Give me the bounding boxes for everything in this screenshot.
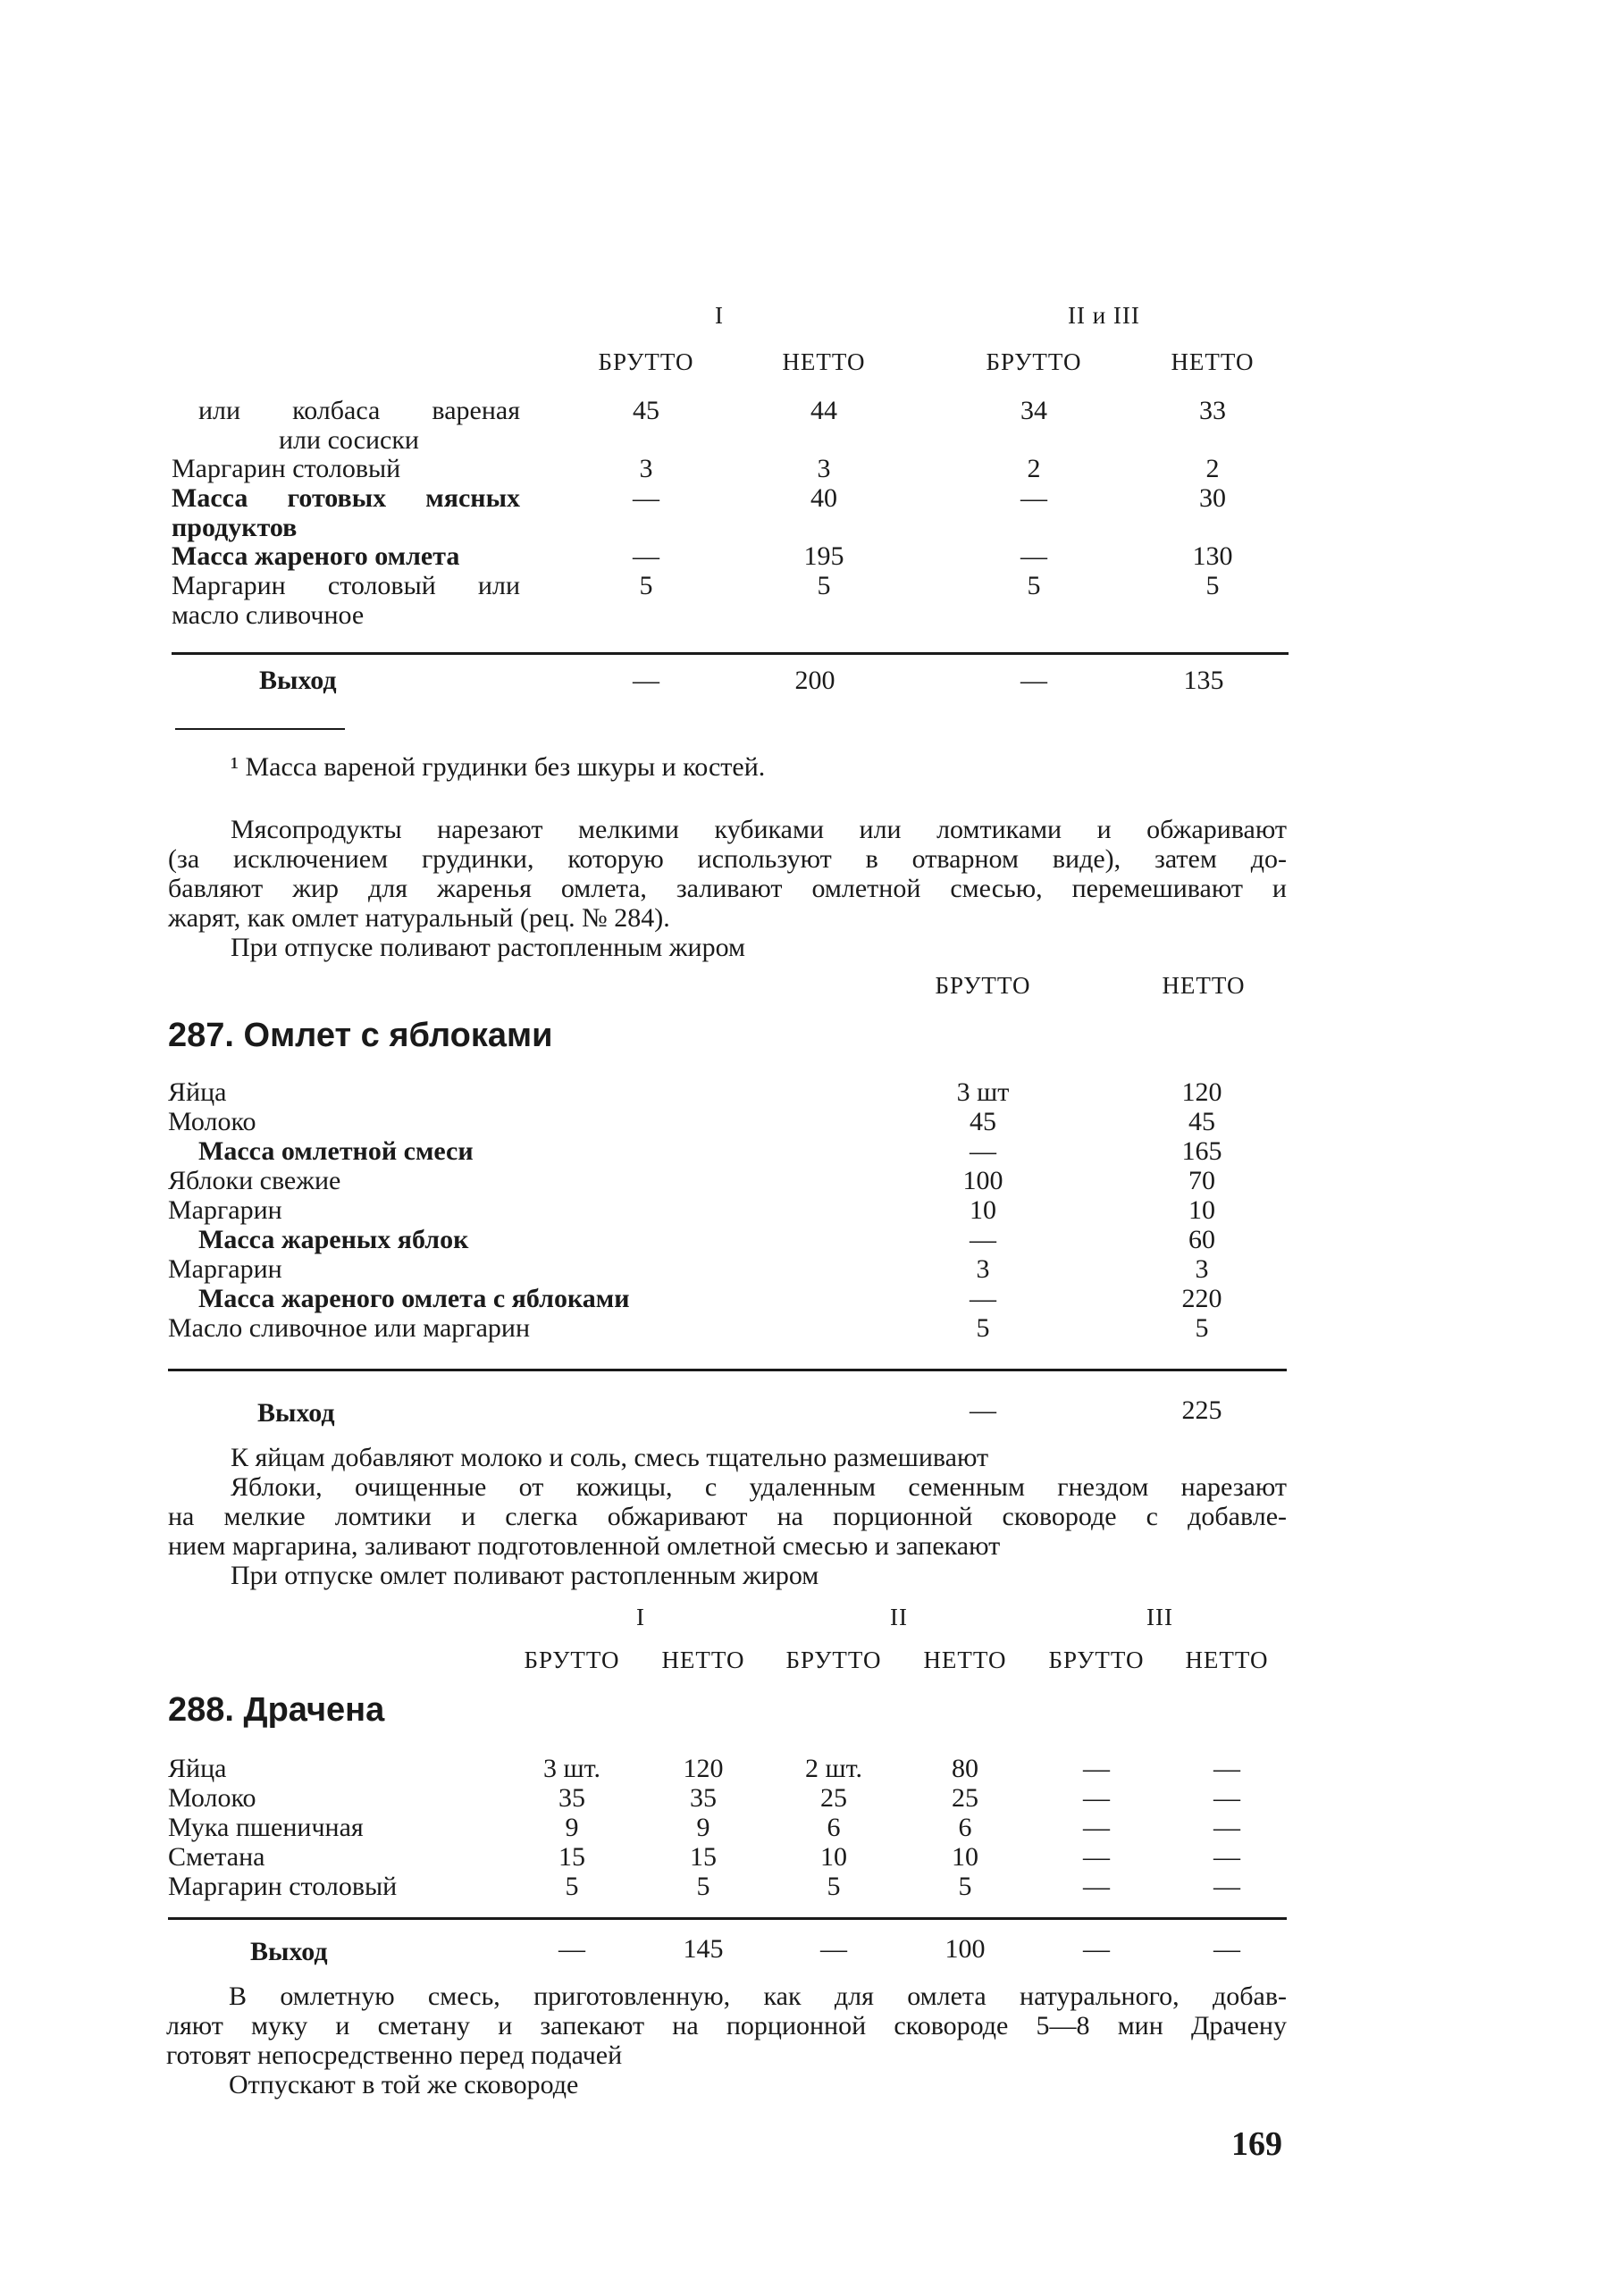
r288-row-name: Молоко bbox=[168, 1783, 256, 1813]
table1-header-2: НЕТТО bbox=[782, 348, 866, 375]
r288-cell: — bbox=[1213, 1842, 1240, 1872]
r287-row-name: Масса жареного омлета с яблоками bbox=[198, 1284, 630, 1313]
r287-header-2: НЕТТО bbox=[1162, 972, 1246, 999]
text-line: К яйцам добавляют молоко и соль, смесь тщательно размешивают bbox=[231, 1443, 989, 1472]
table1-rule bbox=[172, 652, 1289, 655]
table1-cell: 33 bbox=[1199, 396, 1226, 425]
r288-cell: 25 bbox=[820, 1783, 847, 1813]
r288-group-1: I bbox=[636, 1604, 645, 1630]
r288-row-name: Яйца bbox=[168, 1754, 227, 1783]
r287-row-name: Масса омлетной смеси bbox=[198, 1136, 474, 1166]
r288-cell: 10 bbox=[952, 1842, 978, 1872]
r288-row-name: Маргарин столовый bbox=[168, 1872, 398, 1901]
table1-cell: 130 bbox=[1192, 541, 1233, 571]
r288-yield-label: Выход bbox=[250, 1937, 328, 1966]
r288-cell: — bbox=[1083, 1783, 1110, 1813]
r288-cell: — bbox=[1083, 1842, 1110, 1872]
r287-rule bbox=[168, 1369, 1287, 1371]
r288-group-2: II bbox=[890, 1604, 908, 1630]
r288-cell: 3 шт. bbox=[543, 1754, 600, 1783]
table1-cell: — bbox=[633, 483, 659, 513]
text-line: ляют муку и сметану и запекают на порционной сковороде 5—8 мин Драчену bbox=[166, 2011, 1287, 2040]
table1-yield-cell: — bbox=[633, 666, 659, 695]
r287-cell: — bbox=[970, 1136, 996, 1166]
r288-header-1: БРУТТО bbox=[524, 1647, 620, 1673]
r287-cell: 165 bbox=[1181, 1136, 1222, 1166]
r287-yield-cell: 225 bbox=[1181, 1395, 1222, 1425]
table1-row-name: Маргарин столовый bbox=[172, 454, 401, 483]
r288-yield-cell: — bbox=[558, 1934, 585, 1964]
r287-cell: 3 шт bbox=[956, 1077, 1010, 1107]
recipe-288-title: 288. Драчена bbox=[168, 1691, 385, 1729]
r288-header-5: БРУТТО bbox=[1048, 1647, 1145, 1673]
text-line: на мелкие ломтики и слегка обжаривают на порционной сковороде с добавле- bbox=[168, 1502, 1287, 1531]
table1-header-3: БРУТТО bbox=[986, 348, 1082, 375]
table1-group-1: I bbox=[715, 302, 724, 329]
table1-group-2: II и III bbox=[1068, 302, 1140, 329]
table1-cell: 45 bbox=[633, 396, 659, 425]
r287-yield-cell: — bbox=[970, 1395, 996, 1425]
r287-row-name: Молоко bbox=[168, 1107, 256, 1136]
r288-cell: 6 bbox=[827, 1813, 841, 1842]
r288-cell: — bbox=[1083, 1813, 1110, 1842]
table1-row-name: Маргарин столовый или bbox=[172, 571, 520, 600]
r288-cell: — bbox=[1213, 1813, 1240, 1842]
r288-cell: 5 bbox=[958, 1872, 972, 1901]
r288-header-4: НЕТТО bbox=[923, 1647, 1007, 1673]
table1-cell: 5 bbox=[639, 571, 653, 600]
r288-method-text bbox=[166, 1982, 1287, 2099]
r288-cell: 6 bbox=[958, 1813, 972, 1842]
r288-row-name: Сметана bbox=[168, 1842, 265, 1872]
r287-cell: 3 bbox=[1195, 1254, 1209, 1284]
table1-cell: 2 bbox=[1205, 454, 1220, 483]
table1-cell: 5 bbox=[1027, 571, 1041, 600]
r287-cell: 100 bbox=[962, 1166, 1003, 1195]
r288-cell: 9 bbox=[696, 1813, 710, 1842]
r287-cell: 60 bbox=[1188, 1225, 1215, 1254]
text-line: бавляют жир для жаренья омлета, заливают омлетной смесью, перемешивают и bbox=[168, 874, 1287, 903]
r288-cell: — bbox=[1213, 1783, 1240, 1813]
table1-cell: — bbox=[633, 541, 659, 571]
r288-header-2: НЕТТО bbox=[661, 1647, 745, 1673]
table1-yield-cell: 135 bbox=[1183, 666, 1224, 695]
r288-cell: 80 bbox=[952, 1754, 978, 1783]
r288-cell: 15 bbox=[690, 1842, 717, 1872]
r288-cell: 9 bbox=[565, 1813, 579, 1842]
r287-row-name: Масло сливочное или маргарин bbox=[168, 1313, 531, 1343]
r288-header-3: БРУТТО bbox=[785, 1647, 882, 1673]
method-text bbox=[168, 815, 1287, 962]
r288-yield-cell: — bbox=[820, 1934, 847, 1964]
text-line: жарят, как омлет натуральный (рец. № 284). bbox=[168, 903, 670, 933]
r288-cell: 35 bbox=[690, 1783, 717, 1813]
table1-header-1: БРУТТО bbox=[598, 348, 694, 375]
table1-row-name: Масса готовых мясных bbox=[172, 483, 520, 513]
r287-cell: — bbox=[970, 1284, 996, 1313]
serving-line: При отпуске поливают растопленным жиром bbox=[231, 933, 745, 962]
serving-line: Отпускают в той же сковороде bbox=[229, 2070, 579, 2099]
r288-cell: 5 bbox=[827, 1872, 841, 1901]
r287-cell: 5 bbox=[976, 1313, 990, 1343]
r287-method-text bbox=[168, 1443, 1287, 1590]
r287-cell: — bbox=[970, 1225, 996, 1254]
table1-cell: 3 bbox=[817, 454, 831, 483]
r288-group-3: III bbox=[1146, 1604, 1173, 1630]
table1-cell: 5 bbox=[1205, 571, 1220, 600]
r287-cell: 5 bbox=[1195, 1313, 1209, 1343]
r288-cell: 120 bbox=[683, 1754, 724, 1783]
r287-cell: 45 bbox=[970, 1107, 996, 1136]
r288-cell: 5 bbox=[696, 1872, 710, 1901]
r288-rule bbox=[168, 1917, 1287, 1920]
r287-row-name: Масса жареных яблок bbox=[198, 1225, 469, 1254]
footnote-rule bbox=[175, 728, 345, 730]
table1-cell: 30 bbox=[1199, 483, 1226, 513]
r288-yield-cell: — bbox=[1083, 1934, 1110, 1964]
table1-cell: 3 bbox=[639, 454, 653, 483]
r288-cell: 10 bbox=[820, 1842, 847, 1872]
text-line: готовят непосредственно перед подачей bbox=[166, 2040, 623, 2070]
r287-row-name: Маргарин bbox=[168, 1254, 282, 1284]
r288-cell: 15 bbox=[558, 1842, 585, 1872]
r287-row-name: Яйца bbox=[168, 1077, 227, 1107]
r288-row-name: Мука пшеничная bbox=[168, 1813, 364, 1842]
table1-cell: 2 bbox=[1027, 454, 1041, 483]
r287-cell: 3 bbox=[976, 1254, 990, 1284]
table1-cell: 5 bbox=[817, 571, 831, 600]
table1-yield-label: Выход bbox=[259, 666, 337, 695]
table1-cell: 34 bbox=[1020, 396, 1047, 425]
r287-cell: 120 bbox=[1181, 1077, 1222, 1107]
table1-yield-cell: 200 bbox=[794, 666, 835, 695]
r288-cell: 5 bbox=[565, 1872, 579, 1901]
table1-cell: 40 bbox=[810, 483, 837, 513]
r288-cell: 25 bbox=[952, 1783, 978, 1813]
r287-header-1: БРУТТО bbox=[935, 972, 1031, 999]
table1-row-name-cont: продуктов bbox=[172, 513, 298, 542]
table1-cell: 195 bbox=[803, 541, 844, 571]
footnote: ¹ Масса вареной грудинки без шкуры и костей. bbox=[231, 752, 766, 782]
r288-header-6: НЕТТО bbox=[1185, 1647, 1269, 1673]
r288-yield-cell: — bbox=[1213, 1934, 1240, 1964]
table1-row-name-cont: или сосиски bbox=[279, 425, 419, 455]
r287-cell: 220 bbox=[1181, 1284, 1222, 1313]
r287-cell: 10 bbox=[970, 1195, 996, 1225]
r287-row-name: Маргарин bbox=[168, 1195, 282, 1225]
text-line: В омлетную смесь, приготовленную, как для омлета натурального, добав- bbox=[229, 1982, 1287, 2011]
table1-cell: 44 bbox=[810, 396, 837, 425]
text-line: Яблоки, очищенные от кожицы, с удаленным семенным гнездом нарезают bbox=[231, 1472, 1287, 1502]
text-line: Мясопродукты нарезают мелкими кубиками или ломтиками и обжаривают bbox=[231, 815, 1287, 844]
text-line: (за исключением грудинки, которую используют в отварном виде), затем до- bbox=[168, 844, 1287, 874]
r288-yield-cell: 100 bbox=[945, 1934, 986, 1964]
text-line: нием маргарина, заливают подготовленной омлетной смесью и запекают bbox=[168, 1531, 1001, 1561]
table1-header-4: НЕТТО bbox=[1171, 348, 1255, 375]
table1-row-name: Масса жареного омлета bbox=[172, 541, 460, 571]
table1-cell: — bbox=[1020, 541, 1047, 571]
serving-line: При отпуске омлет поливают растопленным жиром bbox=[231, 1561, 819, 1590]
r288-cell: — bbox=[1213, 1754, 1240, 1783]
r288-cell: — bbox=[1083, 1872, 1110, 1901]
r288-cell: 35 bbox=[558, 1783, 585, 1813]
r287-cell: 70 bbox=[1188, 1166, 1215, 1195]
r288-cell: — bbox=[1083, 1754, 1110, 1783]
table1-yield-cell: — bbox=[1020, 666, 1047, 695]
r287-row-name: Яблоки свежие bbox=[168, 1166, 341, 1195]
recipe-287-title: 287. Омлет с яблоками bbox=[168, 1017, 553, 1054]
table1-row-name: или колбаса вареная bbox=[198, 396, 520, 425]
r288-cell: — bbox=[1213, 1872, 1240, 1901]
page-number: 169 bbox=[1231, 2125, 1282, 2163]
r287-yield-label: Выход bbox=[257, 1398, 335, 1428]
r288-cell: 2 шт. bbox=[805, 1754, 862, 1783]
r287-cell: 10 bbox=[1188, 1195, 1215, 1225]
r287-cell: 45 bbox=[1188, 1107, 1215, 1136]
table1-row-name-cont: масло сливочное bbox=[172, 600, 365, 630]
table1-cell: — bbox=[1020, 483, 1047, 513]
r288-yield-cell: 145 bbox=[683, 1934, 724, 1964]
